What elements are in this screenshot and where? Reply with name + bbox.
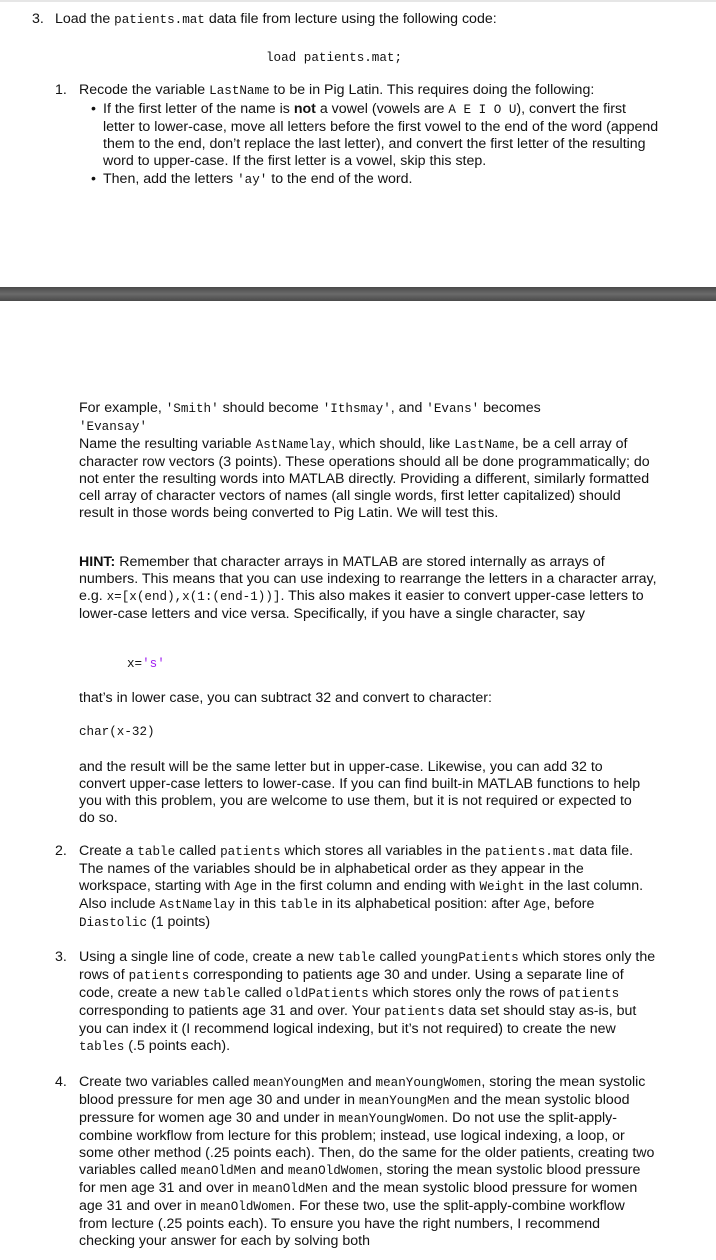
example-paragraph: For example, 'Smith' should become 'Ithsmay', and 'Evans' becomes 'Evansay' Name the resulting variable AstNamelay, which should, like LastName, be a cell array of character row vectors (3 points). These operations should all be done programmatically; do not enter the resulting words into MATLAB directly. Providing a different, similarly formatted cell array of character vectors of names (all single words, first letter capitalized) should result in those words being converted to Pig Latin. We will test this.	[79, 400, 650, 521]
bullet-1: •	[91, 101, 96, 117]
item-1-number: 1.	[55, 82, 67, 98]
item-4-text: Create two variables called meanYoungMen and meanYoungWomen, storing the mean systolic blood pressure for men age 30 and under in meanYoungMen and the mean systolic blood pressure for women age 30 and under in meanYoungWomen. Do not use the split-apply-combine workflow from lecture for this problem; instead, use logical indexing, a loop, or some other method (.25 points each). Then, do the same for the older patients, creating two variables called meanOldMen and meanOldWomen, storing the mean systolic blood pressure for men age 31 and over in meanOldMen and the mean systolic blood pressure for women age 31 and over in meanOldWomen. For these two, use the split-apply-combine workflow from lecture (.25 points each). To ensure you have the right numbers, I recommend checking your answer for each by solving both	[79, 1074, 655, 1249]
item-3-number: 3.	[55, 949, 67, 965]
item-3-text: Using a single line of code, create a new table called youngPatients which stores only the rows of patients corresponding to patients age 30 and under. Using a separate line of code, create a new table called oldPatients which stores only the rows of patients corresponding to patients age 31 and over. Your patients data set should stay as-is, but you can index it (I recommend logical indexing, but it’s not required) to create the new tables (.5 points each).	[79, 949, 656, 1054]
code-example-char: char(x-32)	[79, 725, 155, 739]
bullet-2-text: Then, add the letters 'ay' to the end of the word.	[103, 171, 413, 187]
question-number: 3.	[32, 11, 44, 27]
item-1-text: Recode the variable LastName to be in Pig Latin. This requires doing the following:	[79, 82, 595, 98]
intro-text-end: data file from lecture using the following code:	[204, 11, 497, 27]
item-4-number: 4.	[55, 1074, 67, 1090]
question-intro	[55, 11, 695, 29]
result-paragraph: and the result will be the same letter but in upper-case. Likewise, you can add 32 to convert upper-case letters to lower-case. If you can find built-in MATLAB functions to help you with this problem, you are welcome to use them, but it is not required or expected to do so.	[79, 759, 641, 826]
lower-case-text: that’s in lower case, you can subtract 32 and convert to character:	[79, 690, 492, 706]
hint-paragraph: HINT: Remember that character arrays in MATLAB are stored internally as arrays of numbers. This means that you can use indexing to rearrange the letters in a character array, e.g. x=[x(end),x(1:(end-1))]. This also makes it easier to convert upper-case letters to lower-case letters and vice versa. Specifically, if you have a single character, say	[79, 554, 657, 622]
hint-label: HINT:	[79, 554, 116, 570]
code-example-x: x='s'	[127, 657, 165, 671]
item-2-number: 2.	[55, 843, 67, 859]
bullet-1-text: If the first letter of the name is not a vowel (vowels are A E I O U), convert the first letter to lower-case, move all letters before the first vowel to the end of the word (append them to the end, don’t replace the last letter), and convert the first letter of the resulting word to upper-case. If the first letter is a vowel, skip this step.	[103, 101, 659, 169]
intro-code: patients.mat	[114, 13, 205, 27]
intro-text: Load the	[55, 11, 115, 27]
page-top-border	[0, 0, 716, 2]
bullet-2: •	[91, 171, 96, 187]
item-2-text: Create a table called patients which stores all variables in the patients.mat data file. The names of the variables should be in alphabetical order as they appear in the workspace, starting with Age in the first column and ending with Weight in the last column. Also include AstNamelay in this table in its alphabetical position: after Age, before Diastolic (1 points)	[79, 843, 644, 930]
load-code: load patients.mat;	[266, 51, 403, 65]
page-separator	[0, 287, 716, 301]
